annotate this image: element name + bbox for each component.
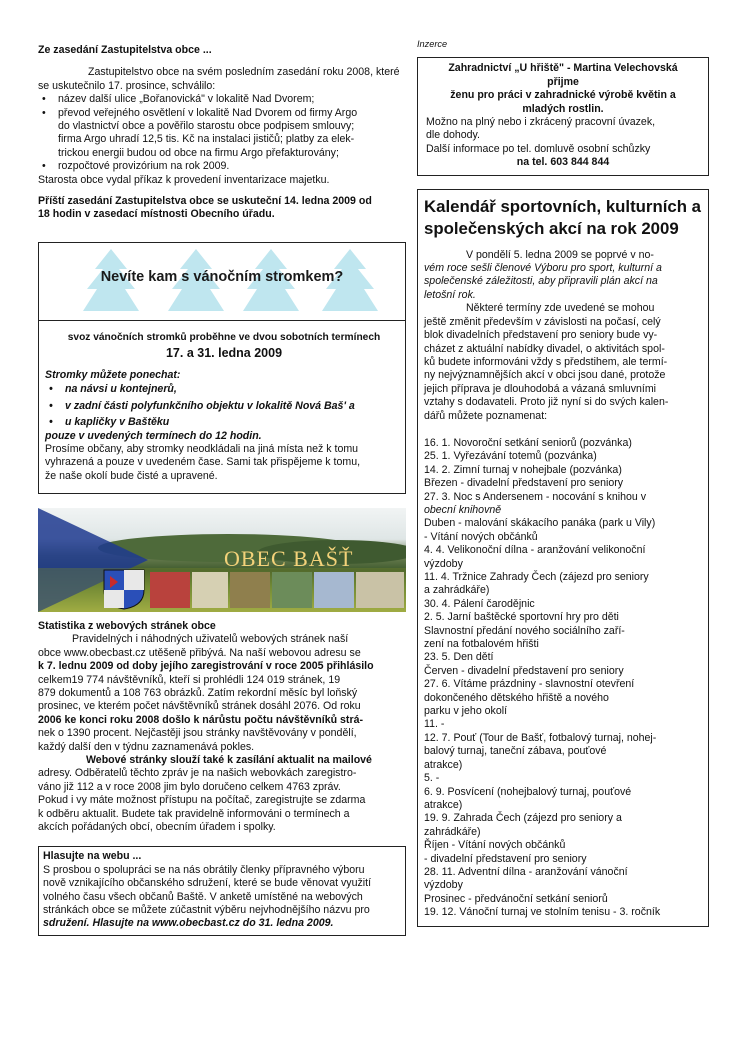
next-meeting: Příští zasedání Zastupitelstva obce se uskuteční 14. ledna 2009 od 18 hodin v zasedací místnosti Obecního úřadu. [38, 195, 372, 221]
calendar-event: 19. 9. Zahrada Čech (zájezd pro seniory a [424, 812, 622, 825]
council-closing: Starosta obce vydal příkaz k provedení inventarizace majetku. [38, 173, 330, 186]
calendar-event: 23. 5. Den dětí [424, 651, 494, 664]
calendar-event: - divadelní představení pro seniory [424, 852, 587, 865]
calendar-event: zahrádkáře) [424, 825, 481, 838]
tree-collection-date: 17. a 31. ledna 2009 [165, 346, 283, 361]
village-photo [314, 572, 354, 608]
calendar-event: atrakce) [424, 798, 463, 811]
calendar-event: 5. - [424, 772, 440, 785]
calendar-event: dokončeného dětského hřiště a nového [424, 691, 609, 704]
calendar-event: 28. 11. Adventní dílna - aranžování vánoční [424, 865, 628, 878]
calendar-event: výzdoby [424, 557, 463, 570]
village-photo [356, 572, 404, 608]
calendar-event: Říjen - Vítání nových občánků [424, 839, 566, 852]
tree-banner [39, 243, 405, 321]
christmas-tree-box [38, 242, 406, 494]
left-column [38, 44, 406, 936]
calendar-event: Prosinec - předvánoční setkání seniorů [424, 892, 608, 905]
calendar-event: Duben - malování skákacího panáka (park u Vily) [424, 517, 656, 530]
calendar-event: 11. - [424, 718, 445, 731]
calendar-event: balový turnaj, taneční zábava, pouťové [424, 745, 607, 758]
council-item: • převod veřejného osvětlení v lokalitě Nad Dvorem od firmy Argo do vlastnictví obce a pověřilo starostu obce podpisem smlouvy; firma Argo uhradí 12,5 tis. Kč na instalaci jističů; platby za elek- trickou energii budou od obce na firmu Argo přefakturovány; [38, 107, 406, 161]
calendar-event: 30. 4. Pálení čarodějnic [424, 597, 535, 610]
ad-box: Zahradnictví „U hřiště" - Martina Velechovská přijme ženu pro práci v zahradnické výrobě květin a mladých rostlin. Možno na plný nebo i zkrácený pracovní úvazek, dle dohody. Další informace po tel. domluvě osobní schůzky na tel. 603 844 844 [417, 57, 709, 175]
calendar-event: zení na fotbalovém hřišti [424, 638, 539, 651]
ad-phone: na tel. 603 844 844 [516, 156, 610, 169]
calendar-event: 27. 3. Noc s Andersenem - nocování s knihou v [424, 490, 647, 503]
council-item: • rozpočtové provizórium na rok 2009. [38, 160, 406, 173]
village-photo [150, 572, 190, 608]
council-section [38, 44, 406, 222]
calendar-event: 14. 2. Zimní turnaj v nohejbale (pozvánka) [424, 463, 622, 476]
vote-title: Hlasujte na webu ... [43, 850, 142, 863]
calendar-event: 19. 12. Vánoční turnaj ve stolním tenisu - 3. ročník [424, 906, 661, 919]
web-stats-section: Statistika z webových stránek obce Pravidelných i náhodných uživatelů webových stránek naší obce www.obecbast.cz utěšeně přibývá. Na naší webovou adresu se k 7. lednu 2009 od doby jejího zaregistrování v roce 2005 přihlásilo celkem19 774 návštěvníků, kteří si prohlédli 124 019 stránek, 19 879 dokumentů a 108 763 obrázků. Zatím rekordní měsíc byl loňský prosinec, ve kterém počet návštěvníků stránek dosáhl 2076. Od roku 2006 ke konci roku 2008 došlo k nárůstu počtu návštěvníků strá- nek o 1390 procent. Nejčastěji jsou stránky navštěvovány v pondělí, každý další den v týdnu zaznamenává pokles. Webové stránky slouží také k zasílání aktualit na mailové adresy. Odběratelů těchto zpráv je na našich webovkách zaregistro- váno již 112 a v roce 2008 jim bylo doručeno celkem 4763 zpráv. Pokud i vy máte možnost přístupu na počítač, zaregistrujte se zdarma k odběru aktualit. Budete tak pravidelně informováni o termínech a akcích pořádaných obcí, obecním úřadem i spolky. [38, 620, 406, 835]
calendar-event: atrakce) [424, 758, 463, 771]
calendar-event: výzdoby [424, 879, 463, 892]
banner-title: OBEC BAŠŤ [224, 545, 354, 571]
village-photo [230, 572, 270, 608]
calendar-title: Kalendář sportovních, kulturních a společenských akcí na rok 2009 [424, 196, 701, 238]
calendar-event: 4. 4. Velikonoční dílna - aranžování velikonoční [424, 544, 646, 557]
tree-plea: Prosíme občany, aby stromky neodkládali na jiná místa než k tomu vyhrazená a pouze v uvedeném čase. Sami tak přispějeme k tomu, že naše okolí bude čisté a upravené. [45, 442, 361, 482]
council-list [38, 93, 406, 173]
vote-box: Hlasujte na webu ... S prosbou o spolupráci se na nás obrátily členky přípravného výboru nově vznikajícího občanského sdružení, které se bude věnovat využití volného času všech občanů Baště. V anketě umístěné na webových stránkách obce se můžete zúčastnit výběru nejvhodnějšího názvu pro sdružení. Hlasujte na www.obecbast.cz do 31. ledna 2009. [38, 846, 406, 935]
calendar-event: obecní knihovně [424, 503, 502, 516]
council-intro: Zastupitelstvo obce na svém posledním zasedání roku 2008, které se uskutečnilo 17. prosince, schválilo: [38, 66, 400, 92]
village-banner [38, 508, 406, 612]
calendar-event: Červen - divadelní představení pro seniory [424, 664, 624, 677]
right-column [417, 39, 709, 927]
calendar-event: Březen - divadelní představení pro seniory [424, 477, 624, 490]
calendar-event: 12. 7. Pouť (Tour de Bašť, fotbalový turnaj, nohej- [424, 731, 657, 744]
calendar-event: 27. 6. Vítáme prázdniny - slavnostní otevření [424, 678, 635, 691]
drop-location: • u kapličky v Baštěku [45, 416, 399, 429]
calendar-event: 6. 9. Posvícení (nohejbalový turnaj, pouťové [424, 785, 632, 798]
calendar-events [424, 437, 702, 920]
council-item: • název další ulice „Bořanovická" v lokalitě Nad Dvorem; [38, 93, 406, 106]
ad-label: Inzerce [417, 39, 448, 49]
calendar-event: - Vítání nových občánků [424, 530, 538, 543]
calendar-box [417, 189, 709, 927]
tree-collection-info: svoz vánočních stromků proběhne ve dvou sobotních termínech 17. a 31. ledna 2009 [51, 331, 397, 361]
calendar-intro: V pondělí 5. ledna 2009 se poprvé v no- vém roce sešli členové Výboru pro sport, kulturní a společenské záležitosti, aby připravili plán akcí na letošní rok. Některé termíny zde uvedené se mohou ještě změnit především v závislosti na počasí, celý blok divadelních představení pro seniory bude vy- cházet z aktuální nabídky divadel, o aktivitách spol- ků budete informováni vždy s předstihem, ale termí- ny nejvýznamnějších akcí v obci jsou dané, protože jejich příprava je dlouhodobá a vázaná smluvními vztahy s dodavateli. Proto již nyní si do svých kalen- dářů můžete poznamenat: [424, 248, 669, 422]
calendar-event: 25. 1. Vyřezávání totemů (pozvánka) [424, 450, 597, 463]
calendar-event: a zahrádkáře) [424, 584, 490, 597]
tree-box-title: Nevíte kam s vánočním stromkem? [100, 268, 344, 285]
tree-drop-locations: Stromky můžete ponechat: • na návsi u kontejnerů, • v zadní části polyfunkčního objektu v lokalitě Nová Baš' a • u kapličky v Baštěku pouze v uvedených termínech do 12 hodin. Prosíme občany, aby stromky neodkládali na jiná místa než k tomu vyhrazená a pouze v uvedeném čase. Sami tak přispějeme k tomu, že naše okolí bude čisté a upravené. [45, 369, 399, 483]
drop-location: • v zadní části polyfunkčního objektu v lokalitě Nová Baš' a [45, 400, 399, 413]
calendar-event: 11. 4. Tržnice Zahrady Čech (zájezd pro seniory [424, 571, 649, 583]
coat-of-arms-icon [102, 568, 146, 610]
calendar-event: 2. 5. Jarní baštěcké sportovní hry pro děti [424, 611, 619, 624]
village-photo [272, 572, 312, 608]
calendar-event: Slavnostní předání nového sociálního zaří- [424, 624, 625, 637]
calendar-event: 16. 1. Novoroční setkání seniorů (pozvánka) [424, 436, 632, 449]
web-stats-title: Statistika z webových stránek obce [38, 619, 216, 632]
drop-location: • na návsi u kontejnerů, [45, 383, 399, 396]
village-photo [192, 572, 228, 608]
calendar-event: parku v jeho okolí [424, 705, 508, 718]
council-title: Ze zasedání Zastupitelstva obce ... [38, 44, 212, 56]
